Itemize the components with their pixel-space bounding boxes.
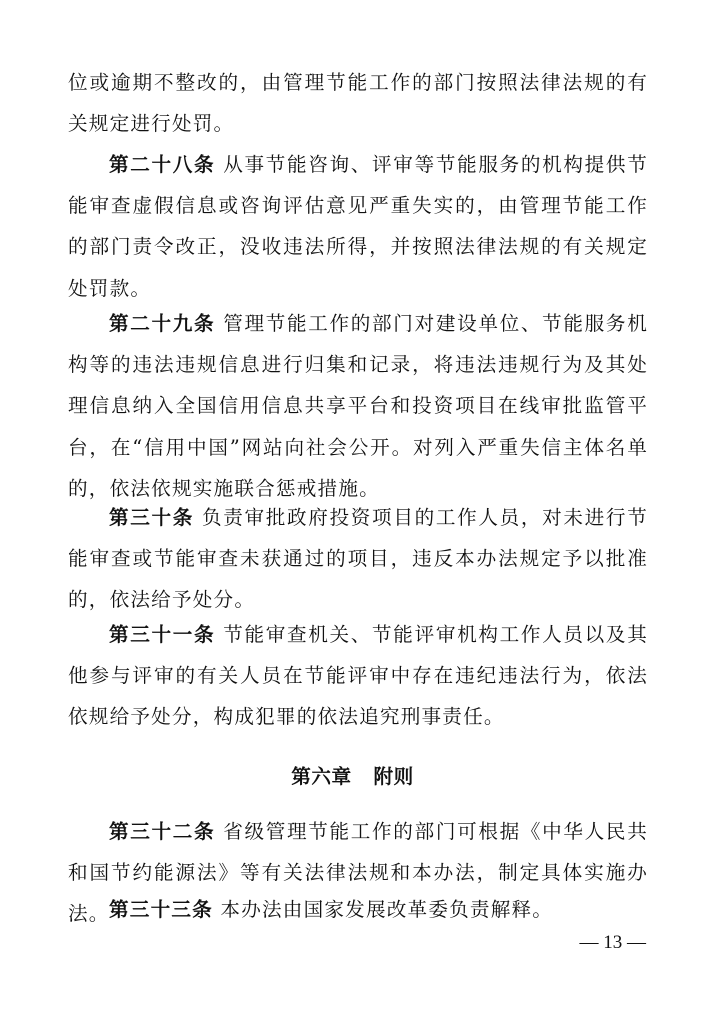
article-31-label: 第三十一条 — [109, 623, 216, 646]
article-29-paragraph — [68, 303, 648, 509]
article-28-text: 从事节能咨询、评审等节能服务的机构提供节能审查虚假信息或咨询评估意见严重失实的，由管理节能工作的部门责令改正，没收违法所得，并按照法律法规的有关规定处罚款。 — [68, 153, 648, 300]
article-33-paragraph — [68, 889, 648, 930]
article-31-text: 节能审查机关、节能评审机构工作人员以及其他参与评审的有关人员在节能评审中存在违纪违法行为，依法依规给予处分，构成犯罪的依法追究刑事责任。 — [68, 623, 648, 729]
article-29-label: 第二十九条 — [109, 312, 216, 335]
article-33-label: 第三十三条 — [109, 898, 213, 921]
article-30-text: 负责审批政府投资项目的工作人员，对未进行节能审查或节能审查未获通过的项目，违反本办法规定予以批准的，依法给予处分。 — [68, 506, 648, 612]
article-32-label: 第三十二条 — [109, 820, 216, 843]
article-28-paragraph — [68, 144, 648, 309]
article-32-text: 省级管理节能工作的部门可根据《中华人民共和国节约能源法》等有关法律法规和本办法，制定具体实施办法。 — [68, 820, 648, 926]
article-30-paragraph — [68, 497, 648, 621]
article-28-label: 第二十八条 — [109, 153, 216, 176]
page-number: — 13 — — [579, 932, 646, 953]
article-31-paragraph — [68, 614, 648, 738]
article-33-text: 本办法由国家发展改革委负责解释。 — [212, 898, 554, 921]
article-30-label: 第三十条 — [109, 506, 195, 529]
continuation-text: 位或逾期不整改的，由管理节能工作的部门按照法律法规的有关规定进行处罚。 — [68, 71, 648, 136]
chapter-heading: 第六章 附则 — [291, 765, 414, 788]
continuation-paragraph — [68, 62, 648, 144]
article-29-text: 管理节能工作的部门对建设单位、节能服务机构等的违法违规信息进行归集和记录，将违法违规行为及其处理信息纳入全国信用信息共享平台和投资项目在线审批监管平台，在“信用中国”网站向社会公开。对列入严重失信主体名单的，依法依规实施联合惩戒措施。 — [68, 312, 648, 500]
